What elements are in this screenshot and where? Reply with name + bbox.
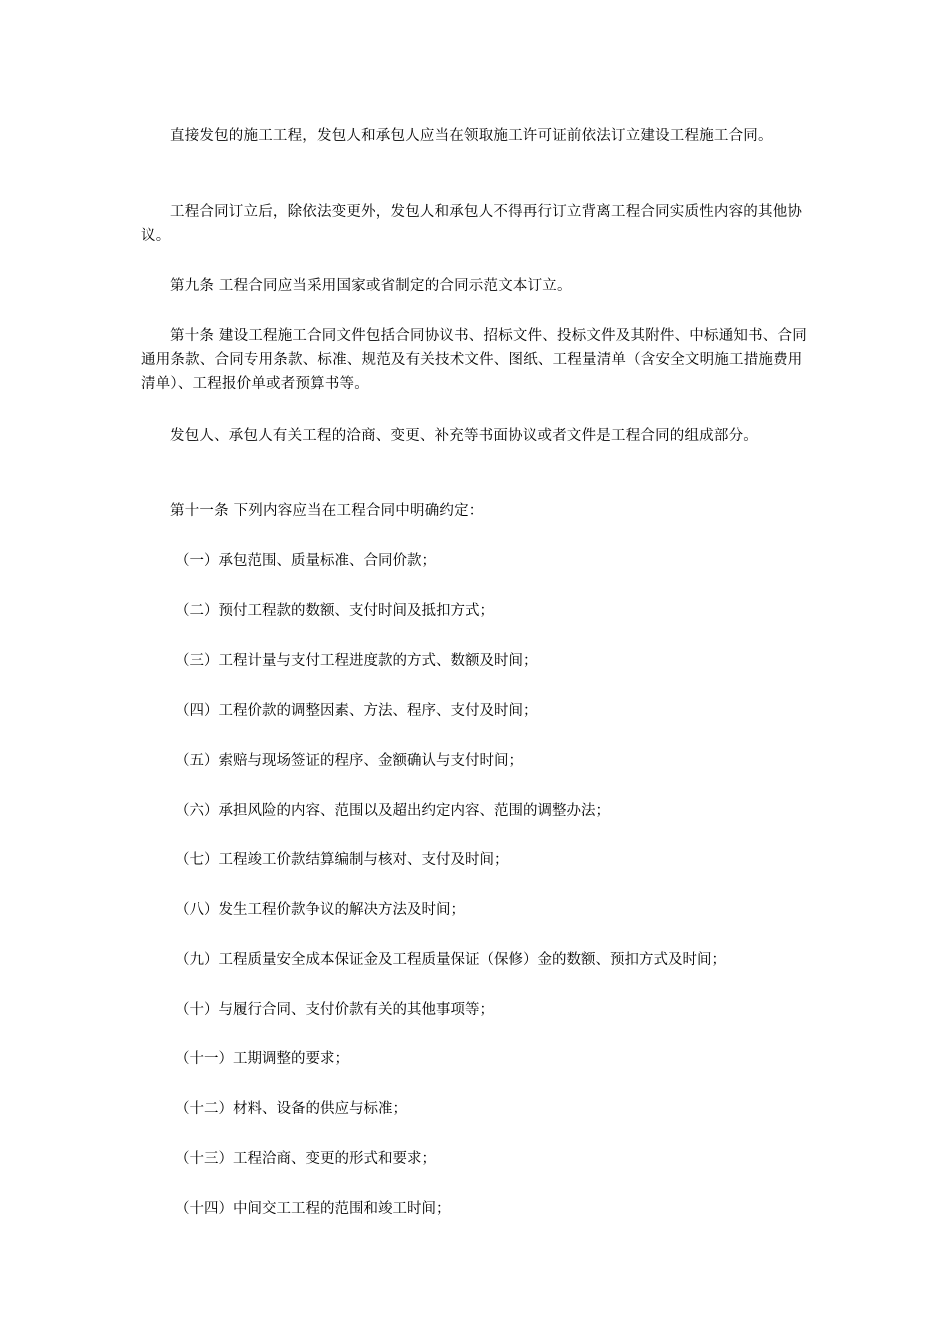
paragraph-direct-contracting: 直接发包的施工工程，发包人和承包人应当在领取施工许可证前依法订立建设工程施工合同。 <box>170 128 773 144</box>
list-item: （七）工程竣工价款结算编制与核对、支付及时间； <box>175 852 509 868</box>
list-item: （十三）工程洽商、变更的形式和要求； <box>175 1151 436 1167</box>
article-9: 第九条 工程合同应当采用国家或省制定的合同示范文本订立。 <box>170 278 572 294</box>
article-11: 第十一条 下列内容应当在工程合同中明确约定： <box>170 503 484 519</box>
list-item: （五）索赔与现场签证的程序、金额确认与支付时间； <box>175 753 523 769</box>
paragraph-contract-components: 发包人、承包人有关工程的洽商、变更、补充等书面协议或者文件是工程合同的组成部分。 <box>170 428 758 444</box>
article-10: 第十条 建设工程施工合同文件包括合同协议书、招标文件、投标文件及其附件、中标通知书、合同通用条款、合同专用条款、标准、规范及有关技术文件、图纸、工程量清单（含安全文明施工措施费用清单）、工程报价单或者预算书等。 <box>141 328 807 392</box>
paragraph-no-other-agreement: 工程合同订立后，除依法变更外，发包人和承包人不得再行订立背离工程合同实质性内容的其他协议。 <box>141 204 803 244</box>
list-item: （二）预付工程款的数额、支付时间及抵扣方式； <box>175 603 494 619</box>
list-item: （三）工程计量与支付工程进度款的方式、数额及时间； <box>175 653 538 669</box>
list-item: （九）工程质量安全成本保证金及工程质量保证（保修）金的数额、预扣方式及时间； <box>175 952 726 968</box>
list-item: （十四）中间交工工程的范围和竣工时间； <box>175 1201 451 1217</box>
list-item: （四）工程价款的调整因素、方法、程序、支付及时间； <box>175 703 538 719</box>
list-item: （十二）材料、设备的供应与标准； <box>175 1101 407 1117</box>
list-item: （六）承担风险的内容、范围以及超出约定内容、范围的调整办法； <box>175 803 610 819</box>
list-item: （一）承包范围、质量标准、合同价款； <box>175 553 436 569</box>
list-item: （十一）工期调整的要求； <box>175 1051 349 1067</box>
list-item: （八）发生工程价款争议的解决方法及时间； <box>175 902 465 918</box>
list-item: （十）与履行合同、支付价款有关的其他事项等； <box>175 1002 494 1018</box>
